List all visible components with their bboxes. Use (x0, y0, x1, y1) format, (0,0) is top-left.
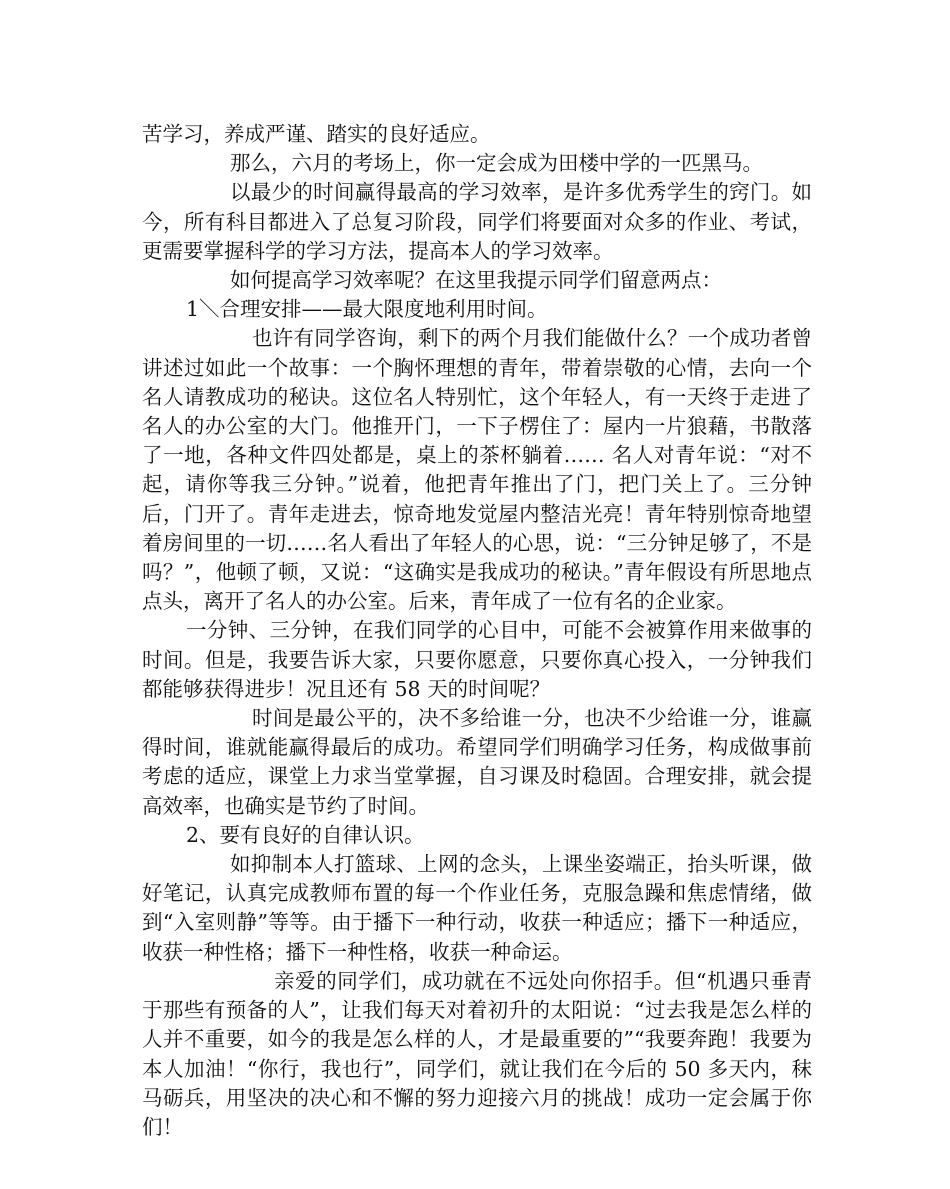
heading-point-1: 1＼合理安排——最大限度地利用时间。 (186, 297, 548, 322)
paragraph-efficiency-intro: 以最少的时间赢得最高的学习效率，是许多优秀学生的窍门。如今，所有科目都进入了总复习阶段，同学们将要面对众多的作业、考试，更需要掌握科学的学习方法，提高本人的学习效率。 (142, 180, 812, 263)
document-body (142, 120, 812, 1142)
paragraph-dark-horse: 那么，六月的考场上，你一定会成为田楼中学的一匹黑马。 (230, 151, 763, 176)
paragraph-story: 也许有同学咨询，剩下的两个月我们能做什么？一个成功者曾讲述过如此一个故事：一个胸怀理想的青年，带着崇敬的心情，去向一个名人请教成功的秘诀。这位名人特别忙，这个年轻人，有一天终于走进了名人的办公室的大门。他推开门，一下子楞住了：屋内一片狼藉，书散落了一地，各种文件四处都是，桌上的茶杯躺着…… 名人对青年说：“对不起，请你等我三分钟。”说着，他把青年推出了门，把门关上了。三分钟后，门开了。青年走进去，惊奇地发觉屋内整洁光亮！青年特别惊奇地望着房间里的一切……名人看出了年轻人的心思，说：“三分钟足够了，不是吗？”，他顿了顿，又说：“这确实是我成功的秘诀。”青年假设有所思地点点头，离开了名人的办公室。后来，青年成了一位有名的企业家。 (142, 326, 812, 614)
paragraph-two-points: 如何提高学习效率呢？在这里我提示同学们留意两点： (230, 268, 722, 293)
paragraph-time-fair: 时间是最公平的，决不多给谁一分，也决不少给谁一分，谁赢得时间，谁就能赢得最后的成功。希望同学们明确学习任务，构成做事前考虑的适应，课堂上力求当堂掌握，自习课及时稳固。合理安排，就会提高效率，也确实是节约了时间。 (142, 706, 812, 818)
paragraph-continuation: 苦学习，养成严谨、踏实的良好适应。 (142, 122, 491, 146)
paragraph-minutes: 一分钟、三分钟，在我们同学的心目中，可能不会被算作用来做事的时间。但是，我要告诉大家，只要你愿意，只要你真心投入，一分钟我们都能够获得进步！况且还有 58 天的时间呢？ (142, 618, 812, 701)
paragraph-closing: 亲爱的同学们，成功就在不远处向你招手。但“机遇只垂青于那些有预备的人”，让我们每天对着初升的太阳说：“过去我是怎么样的人并不重要，如今的我是怎么样的人，才是最重要的”“我要奔跑！我要为本人加油！“你行，我也行”，同学们，就让我们在今后的 50 多天内，秣马砺兵，用坚决的决心和不懈的努力迎接六月的挑战！成功一定会属于你们！ (142, 968, 812, 1139)
heading-point-2: 2、要有良好的自律认识。 (186, 822, 425, 847)
paragraph-self-discipline: 如抑制本人打篮球、上网的念头，上课坐姿端正，抬头听课，做好笔记，认真完成教师布置的每一个作业任务，克服急躁和焦虑情绪，做到“入室则静”等等。由于播下一种行动，收获一种适应；播下一种适应，收获一种性格；播下一种性格，收获一种命运。 (142, 852, 812, 964)
